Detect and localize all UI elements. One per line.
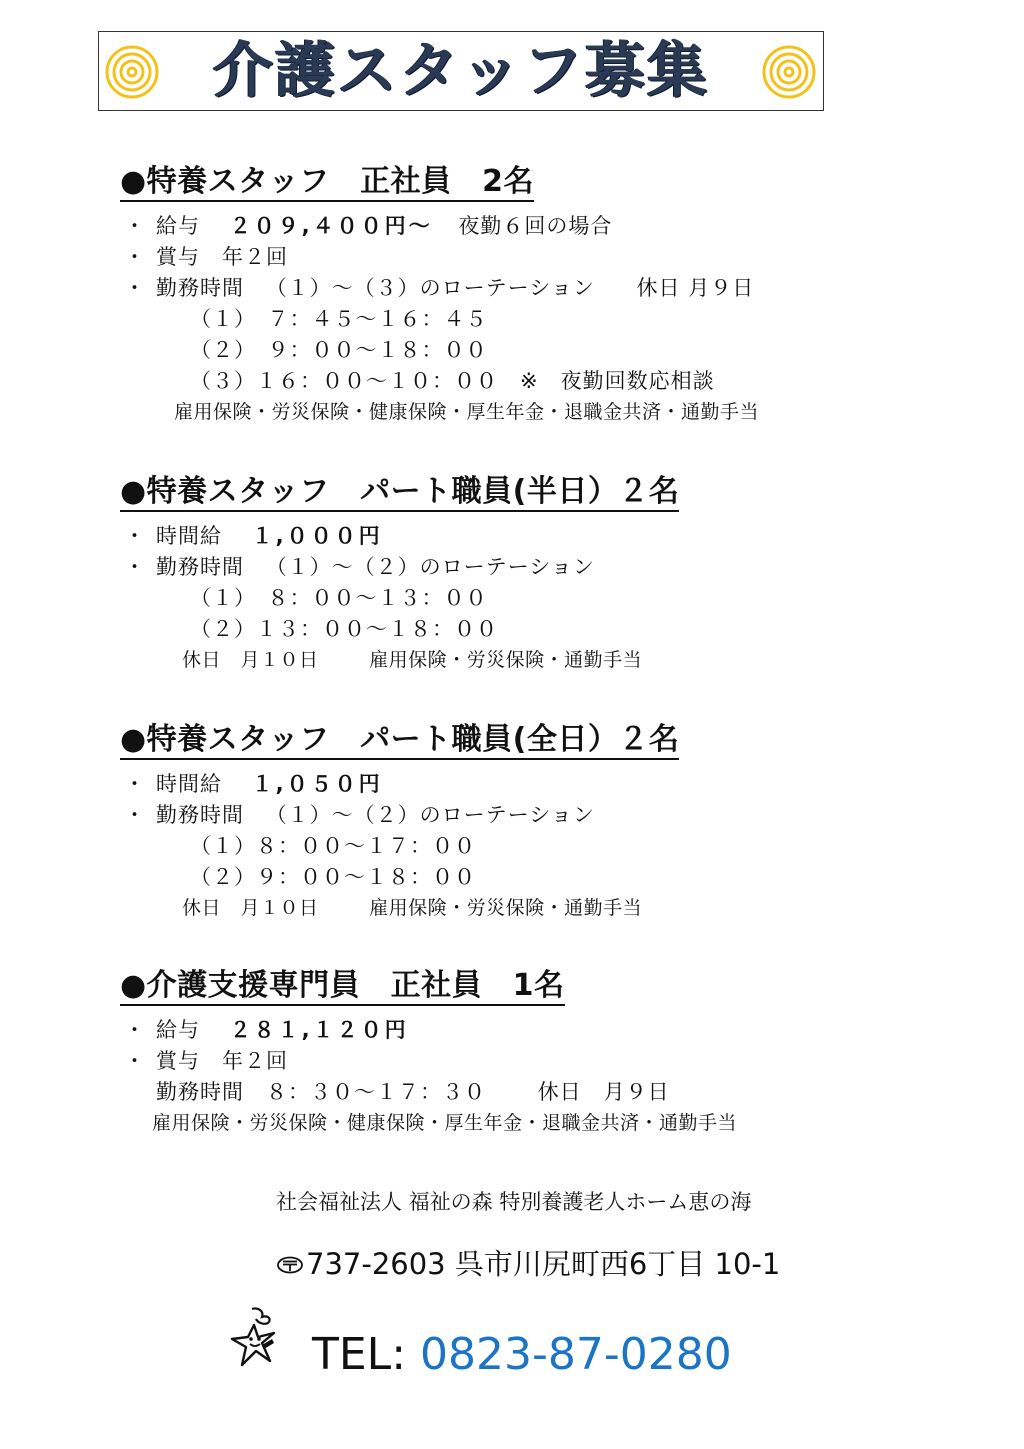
bullet: ・	[124, 1018, 145, 1042]
section-heading-parttime-halfday: ●特養スタッフ パート職員(半日）２名	[120, 474, 679, 512]
salary-value: ２０９,４００円～	[229, 214, 433, 238]
salary-label: 給与	[156, 1018, 200, 1042]
insurance-text: 雇用保険・労災保険・通勤手当	[369, 897, 643, 919]
hours-row	[156, 1078, 670, 1106]
hours-rotation: （１）～（２）のローテーション	[265, 803, 595, 827]
wage-label: 時間給	[156, 524, 222, 548]
bullet: ・	[124, 524, 145, 548]
hours-row	[156, 274, 754, 302]
insurance-text: 雇用保険・労災保険・通勤手当	[369, 649, 643, 671]
salary-row	[156, 212, 612, 240]
tel-label: TEL:	[312, 1329, 407, 1380]
postal-mark-icon	[276, 1254, 304, 1274]
shift-1: （１）８：００～１７：００	[190, 834, 476, 858]
concentric-circles-icon	[761, 44, 817, 100]
bonus-row: 賞与 年２回	[156, 1049, 288, 1073]
shift-2: （２）１３：００～１８：００	[190, 617, 498, 641]
bullet: ・	[124, 245, 145, 269]
wage-label: 時間給	[156, 772, 222, 796]
salary-note: 夜勤６回の場合	[458, 214, 613, 238]
bullet: ・	[124, 772, 145, 796]
organization-name: 社会福祉法人 福祉の森 特別養護老人ホーム恵の海	[276, 1190, 752, 1214]
page-title: 介護スタッフ募集	[213, 36, 709, 106]
wage-value: １,０００円	[251, 524, 383, 548]
hours-label: 勤務時間	[156, 803, 244, 827]
hours-rotation: （１）～（２）のローテーション	[265, 555, 595, 579]
holiday-text: 休日 月９日	[636, 276, 755, 300]
section-heading-care-manager: ●介護支援専門員 正社員 1名	[120, 968, 565, 1006]
shift-1: （１） ８：００～１３：００	[190, 586, 488, 610]
shift-1: （１） ７：４５～１６：４５	[190, 307, 488, 331]
mascot-star-character-icon	[228, 1305, 284, 1371]
tel-number[interactable]: 0823-87-0280	[420, 1329, 732, 1380]
salary-row	[156, 1016, 409, 1044]
shift-2: （２） ９：００～１８：００	[190, 338, 488, 362]
hours-rotation: （１）～（３）のローテーション	[265, 276, 595, 300]
hours-label: 勤務時間	[156, 555, 244, 579]
bullet: ・	[124, 276, 145, 300]
bullet: ・	[124, 555, 145, 579]
telephone-row	[312, 1328, 732, 1382]
section-heading-fulltime-staff: ●特養スタッフ 正社員 2名	[120, 164, 534, 202]
holiday-insurance-row	[182, 894, 642, 922]
bullet: ・	[124, 803, 145, 827]
wage-row	[156, 522, 383, 550]
section-heading-parttime-fullday: ●特養スタッフ パート職員(全日）２名	[120, 722, 679, 760]
wage-row	[156, 770, 383, 798]
hours-row	[156, 801, 595, 829]
holiday-insurance-row	[182, 646, 642, 674]
holiday-text: 休日 月９日	[537, 1080, 670, 1104]
bonus-row: 賞与 年２回	[156, 245, 288, 269]
insurance-text: 雇用保険・労災保険・健康保険・厚生年金・退職金共済・通勤手当	[174, 401, 760, 423]
shift-2: （２）９：００～１８：００	[190, 865, 476, 889]
salary-label: 給与	[156, 214, 200, 238]
insurance-text: 雇用保険・労災保険・健康保険・厚生年金・退職金共済・通勤手当	[152, 1112, 738, 1134]
holiday-text: 休日 月１０日	[182, 897, 319, 919]
hours-row	[156, 553, 595, 581]
bullet: ・	[124, 214, 145, 238]
title-banner	[98, 31, 824, 111]
bullet: ・	[124, 1049, 145, 1073]
hours-text: 勤務時間 ８：３０～１７：３０	[156, 1080, 486, 1104]
shift-3: （３）１６：００～１０：００ ※ 夜勤回数応相談	[190, 369, 715, 393]
address-row	[276, 1246, 780, 1282]
hours-label: 勤務時間	[156, 276, 244, 300]
wage-value: １,０５０円	[251, 772, 383, 796]
holiday-text: 休日 月１０日	[182, 649, 319, 671]
address-text: 737-2603 呉市川尻町西6丁目 10-1	[306, 1247, 781, 1281]
salary-value: ２８１,１２０円	[229, 1018, 409, 1042]
